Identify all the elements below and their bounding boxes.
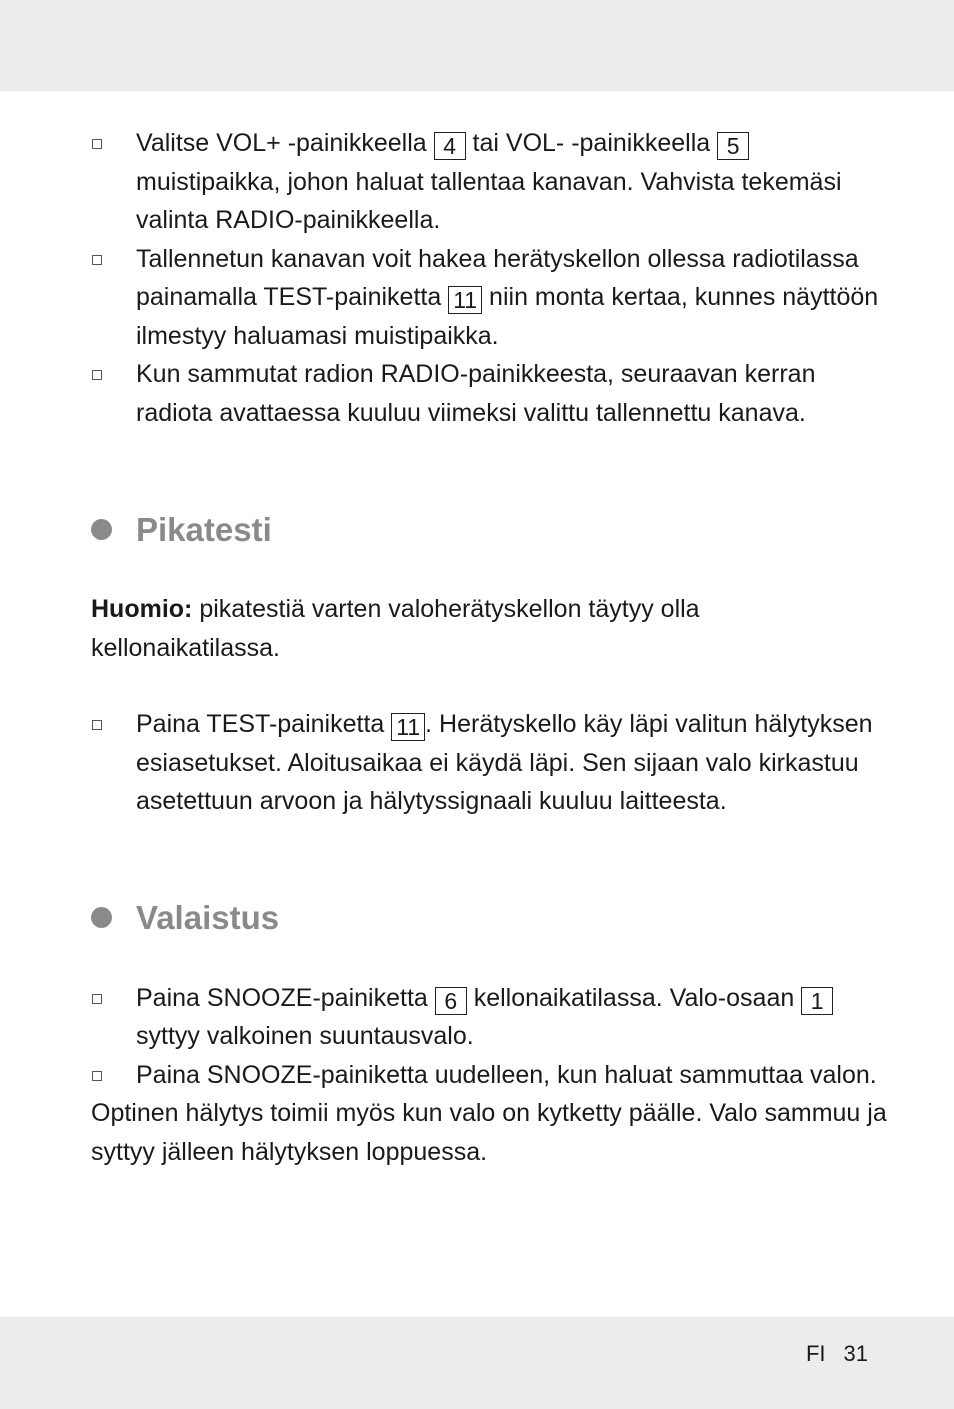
item-text: muistipaikka, johon haluat tallentaa kanavan. Vahvista tekemäsi valinta RADIO-painikkeella. xyxy=(136,167,842,234)
reference-number-box: 4 xyxy=(434,132,466,160)
page-number: 31 xyxy=(843,1341,868,1366)
page-content xyxy=(91,124,891,1171)
checkbox-bullet-icon xyxy=(92,1071,102,1081)
section-heading-valaistus xyxy=(91,898,891,938)
reference-number-box: 6 xyxy=(435,987,467,1015)
note-label: Huomio: xyxy=(91,595,193,623)
heading-text: Pikatesti xyxy=(136,511,272,548)
list-item xyxy=(91,240,891,356)
body-paragraph: Optinen hälytys toimii myös kun valo on kytketty päälle. Valo sammuu ja syttyy jälleen hälytyksen loppuessa. xyxy=(91,1099,887,1166)
section-heading-pikatesti xyxy=(91,510,891,550)
list-item xyxy=(91,1056,891,1095)
checkbox-bullet-icon xyxy=(92,720,102,730)
item-text: Tallennetun kanavan voit hakea herätyskellon ollessa radiotilassa painamalla TEST-painiketta xyxy=(136,244,859,311)
note-paragraph xyxy=(91,590,891,667)
checkbox-bullet-icon xyxy=(92,994,102,1004)
list-item xyxy=(91,705,891,821)
item-text: Kun sammutat radion RADIO-painikkeesta, seuraavan kerran radiota avattaessa kuuluu viimeksi valittu tallennettu kanava. xyxy=(136,360,816,427)
checkbox-bullet-icon xyxy=(92,255,102,265)
checkbox-bullet-icon xyxy=(92,370,102,380)
list-item xyxy=(91,124,891,240)
item-text: Valitse VOL+ -painikkeella xyxy=(136,129,434,157)
list-item xyxy=(91,355,891,432)
page-footer xyxy=(788,1341,868,1367)
list-item xyxy=(91,979,891,1056)
item-text: syttyy valkoinen suuntausvalo. xyxy=(136,1022,474,1050)
reference-number-box: 1 xyxy=(801,987,833,1015)
item-text: Paina TEST-painiketta xyxy=(136,710,392,738)
item-text: . Herätyskello käy läpi valitun hälytyksen esiasetukset. Aloitusaikaa ei käydä läpi. Sen sijaan valo kirkastuu asetettuun arvoon ja hälytyssignaali kuuluu laitteesta. xyxy=(136,710,873,815)
reference-number-box: 11 xyxy=(448,286,482,314)
footer-language: FI xyxy=(805,1341,826,1366)
heading-bullet-icon xyxy=(91,907,112,928)
heading-text: Valaistus xyxy=(136,898,280,936)
note-text: pikatestiä varten valoherätyskellon täytyy olla kellonaikatilassa. xyxy=(91,595,700,662)
top-band xyxy=(0,0,954,91)
item-text: niin monta kertaa, kunnes näyttöön ilmestyy haluamasi muistipaikka. xyxy=(136,283,879,350)
reference-number-box: 11 xyxy=(391,713,425,741)
item-text: Paina SNOOZE-painiketta xyxy=(136,983,435,1012)
heading-bullet-icon xyxy=(91,519,112,540)
item-text: tai VOL- -painikkeella xyxy=(465,129,718,157)
checkbox-bullet-icon xyxy=(92,139,102,149)
reference-number-box: 5 xyxy=(717,132,749,160)
item-text: Paina SNOOZE-painiketta uudelleen, kun haluat sammuttaa valon. xyxy=(136,1060,877,1089)
item-text: kellonaikatilassa. Valo-osaan xyxy=(466,983,802,1012)
